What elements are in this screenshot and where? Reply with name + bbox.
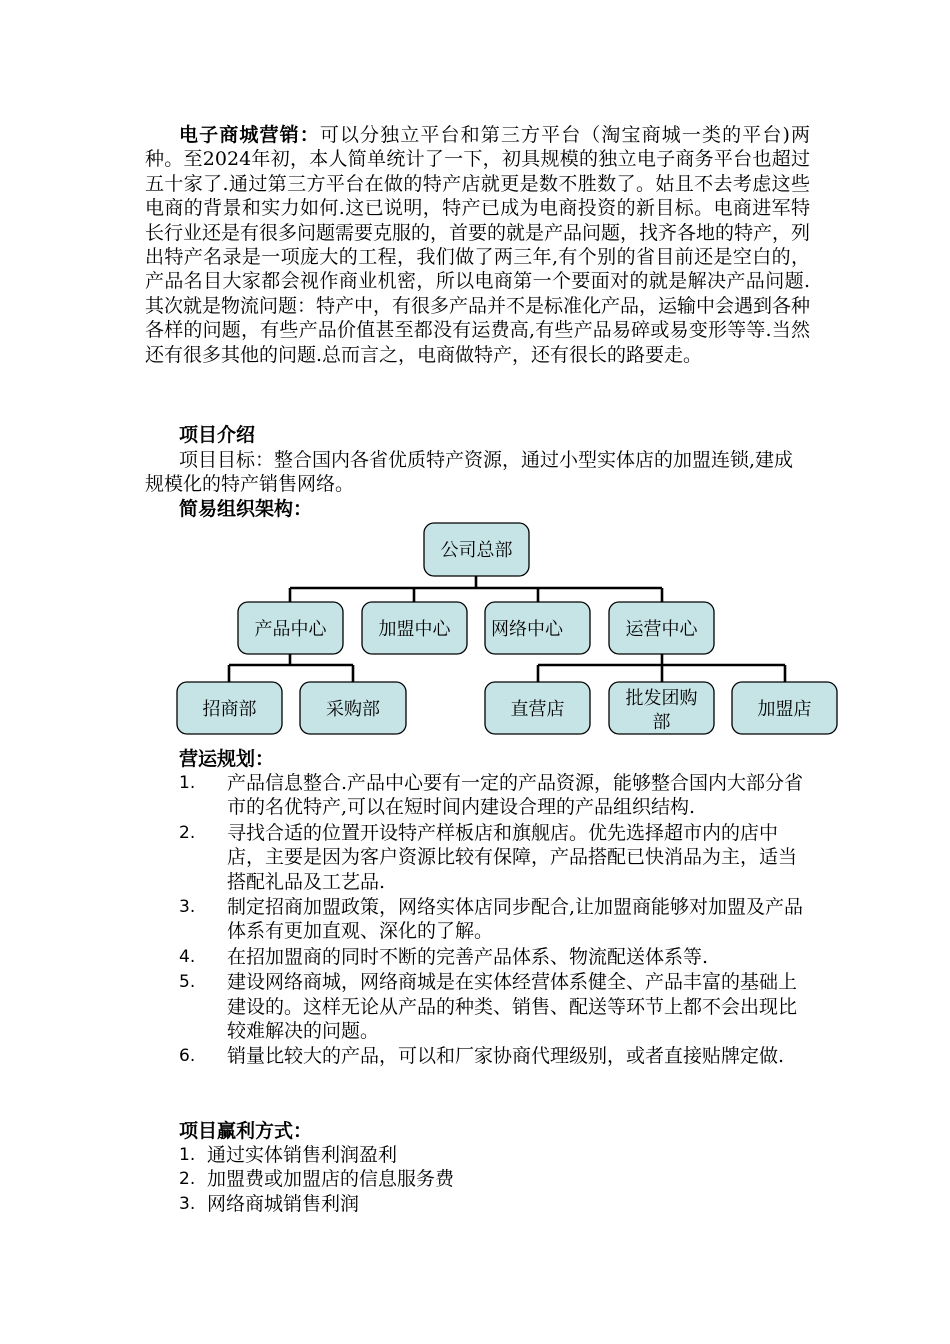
org-node-operations-center (609, 602, 714, 654)
list-item (179, 821, 811, 894)
list-text: 在招加盟商的同时不断的完善产品体系、物流配送体系等. (227, 945, 709, 968)
list-number: 1. (179, 773, 196, 793)
org-node-root-label: 公司总部 (440, 540, 513, 561)
project-goal: 项目目标：整合国内各省优质特产资源，通过小型实体店的加盟连锁,建成规模化的特产销售网络。 (145, 449, 794, 496)
list-number: 1. (179, 1145, 196, 1165)
org-node-label: 运营中心 (625, 619, 698, 640)
list-number: 2. (179, 822, 196, 843)
operations-list (179, 771, 811, 1070)
list-item (179, 1192, 454, 1216)
list-number: 2. (179, 1169, 196, 1190)
operations-heading: 营运规划： (179, 748, 275, 770)
org-node-purchasing-dept (300, 682, 406, 734)
intro-paragraph (145, 123, 810, 367)
list-item (179, 945, 811, 969)
org-heading: 简易组织架构： (179, 498, 313, 520)
org-node-franchise-center (362, 602, 467, 654)
list-text: 建设网络商城，网络商城是在实体经营体系健全、产品丰富的基础上建设的。这样无论从产品的种类、销售、配送等环节上都不会出现比较难解决的问题。 (227, 971, 798, 1043)
list-number: 3. (179, 1193, 196, 1214)
org-node-root (424, 523, 529, 576)
org-node-label: 招商部 (202, 699, 257, 720)
org-node-network-center (485, 602, 590, 654)
org-node-label: 产品中心 (254, 619, 327, 640)
list-number: 3. (179, 897, 196, 918)
org-node-label: 采购部 (326, 699, 380, 720)
org-node-label-line2: 部 (652, 712, 671, 733)
org-node-label: 加盟店 (757, 699, 812, 720)
org-node-label-line1: 批发团购 (625, 688, 698, 709)
list-item (179, 970, 811, 1043)
project-heading: 项目介绍 (179, 424, 256, 446)
org-node-investment-dept (177, 682, 282, 734)
list-item (179, 771, 811, 820)
list-text: 寻找合适的位置开设特产样板店和旗舰店。优先选择超市内的店中店，主要是因为客户资源比较有保障，产品搭配已快消品为主，适当搭配礼品及工艺品. (227, 821, 798, 893)
intro-lead: 电子商城营销： (179, 124, 320, 146)
list-text: 制定招商加盟政策，网络实体店同步配合,让加盟商能够对加盟及产品体系有更加直观、深化的了解。 (227, 896, 804, 943)
list-text: 销量比较大的产品，可以和厂家协商代理级别，或者直接贴牌定做. (227, 1045, 785, 1068)
list-item (179, 1044, 811, 1068)
list-item (179, 1143, 454, 1167)
list-item (179, 1167, 454, 1191)
org-node-product-center (238, 602, 343, 654)
org-node-wholesale-dept (609, 682, 714, 734)
list-number: 4. (179, 946, 196, 967)
org-node-label: 直营店 (510, 699, 565, 720)
list-text: 加盟费或加盟店的信息服务费 (207, 1168, 455, 1191)
org-node-label: 加盟中心 (378, 619, 451, 640)
profit-list (179, 1143, 454, 1216)
org-node-direct-store (485, 682, 590, 734)
list-number: 6. (179, 1046, 196, 1067)
intro-text: 可以分独立平台和第三方平台（淘宝商城一类的平台)两种。至2024年初，本人简单统计了一下，初具规模的独立电子商务平台也超过五十家了.通过第三方平台在做的特产店就更是数不胜数了。姑且不去考虑这些电商的背景和实力如何.这已说明，特产已成为电商投资的新目标。电商进军特长行业还是有很多问题需要克服的，首要的就是产品问题，找齐各地的特产，列出特产名录是一项庞大的工程，我们做了两三年,有个别的省目前还是空白的，产品名目大家都会视作商业机密，所以电商第一个要面对的就是解决产品问题.其次就是物流问题：特产中，有很多产品并不是标准化产品，运输中会遇到各种各样的问题，有些产品价值甚至都没有运费高,有些产品易碎或易变形等等.当然还有很多其他的问题.总而言之，电商做特产，还有很长的路要走。 (145, 124, 811, 366)
list-text: 网络商城销售利润 (207, 1192, 360, 1215)
profit-heading: 项目赢利方式： (179, 1120, 313, 1142)
list-text: 产品信息整合.产品中心要有一定的产品资源，能够整合国内大部分省市的名优特产,可以在短时间内建设合理的产品组织结构. (227, 772, 804, 819)
list-item (179, 895, 811, 944)
org-node-franchise-store (732, 682, 837, 734)
list-number: 5. (179, 972, 196, 993)
org-node-label: 网络中心 (491, 619, 563, 640)
list-text: 通过实体销售利润盈利 (207, 1144, 398, 1166)
